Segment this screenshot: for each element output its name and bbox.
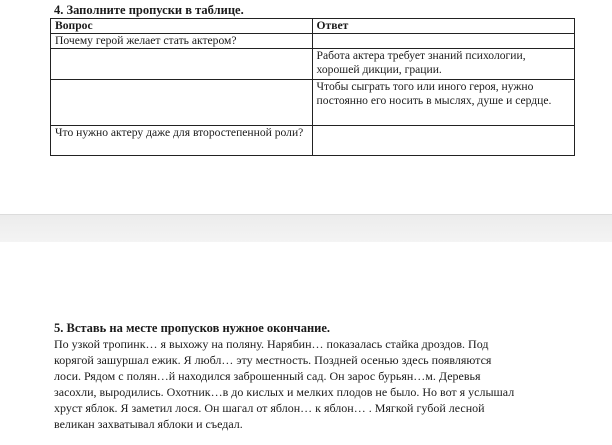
answer-cell: Чтобы сыграть того или иного героя, нужно постоянно его носить в мыслях, душе и сердце. [312, 80, 574, 126]
answer-cell: Работа актера требует знаний психологии, хорошей дикции, грации. [312, 49, 574, 80]
text-line: корягой зашуршал ежик. Я любл… эту местность. Поздней осенью здесь появляются [54, 353, 492, 367]
text-line: великан захватывал яблоки и съедал. [54, 417, 243, 431]
table-header-row [51, 19, 575, 34]
table-row [51, 80, 575, 126]
task5-paragraph [54, 336, 584, 432]
task4-title: 4. Заполните пропуски в таблице. [54, 3, 244, 17]
header-answer: Ответ [312, 19, 574, 34]
question-cell: Почему герой желает стать актером? [51, 34, 313, 49]
table-row [51, 34, 575, 49]
answer-cell [312, 126, 574, 156]
worksheet-page-top [0, 0, 612, 214]
question-cell [51, 49, 313, 80]
text-line: По узкой тропинк… я выхожу на поляну. Нарябин… показалась стайка дроздов. Под [54, 337, 489, 351]
text-line: хруст яблок. Я заметил лося. Он шагал от яблон… к яблон… . Мягкой губой лесной [54, 401, 485, 415]
page-separator [0, 214, 612, 243]
answer-cell [312, 34, 574, 49]
fill-in-table [50, 18, 575, 156]
question-cell [51, 80, 313, 126]
text-line: засохли, выродились. Охотник…в до кислых и мелких плодов не было. Но вот я услышал [54, 385, 515, 399]
text-line: лоси. Рядом с полян…й находился заброшенный сад. Он зарос бурьян…м. Деревья [54, 369, 481, 383]
task5-title: 5. Вставь на месте пропусков нужное окончание. [54, 321, 331, 335]
header-question: Вопрос [51, 19, 313, 34]
table-row [51, 49, 575, 80]
question-cell: Что нужно актеру даже для второстепенной роли? [51, 126, 313, 156]
table-row [51, 126, 575, 156]
